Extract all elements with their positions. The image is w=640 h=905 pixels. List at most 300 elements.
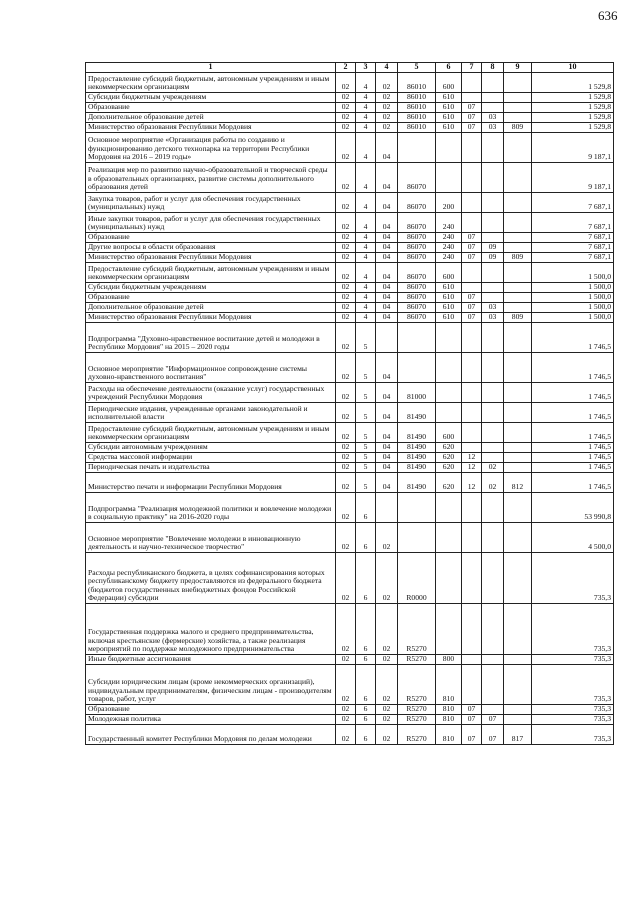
code-direction bbox=[398, 323, 436, 353]
code-activity bbox=[376, 493, 398, 523]
row-amount: 1 500,0 bbox=[532, 283, 614, 293]
row-amount: 1 529,8 bbox=[532, 73, 614, 93]
code-subprogram: 5 bbox=[356, 443, 376, 453]
code-direction: 86070 bbox=[398, 263, 436, 283]
code-section: 07 bbox=[462, 293, 482, 303]
code-direction: 81490 bbox=[398, 463, 436, 473]
code-section: 07 bbox=[462, 705, 482, 715]
code-expense-type: 810 bbox=[436, 665, 462, 705]
table-row bbox=[86, 715, 614, 725]
row-name: Расходы на обеспечение деятельности (оказание услуг) государственных учреждений Республики Мордовия bbox=[86, 383, 336, 403]
code-ministry bbox=[504, 193, 532, 213]
code-gp: 02 bbox=[336, 213, 356, 233]
code-section bbox=[462, 443, 482, 453]
code-gp: 02 bbox=[336, 604, 356, 655]
code-subprogram: 5 bbox=[356, 403, 376, 423]
row-amount: 735,3 bbox=[532, 604, 614, 655]
code-subprogram: 4 bbox=[356, 213, 376, 233]
row-amount: 1 529,8 bbox=[532, 123, 614, 133]
code-gp: 02 bbox=[336, 705, 356, 715]
code-subprogram: 4 bbox=[356, 313, 376, 323]
code-section bbox=[462, 604, 482, 655]
code-subsection: 09 bbox=[482, 243, 504, 253]
code-subsection bbox=[482, 604, 504, 655]
code-section bbox=[462, 523, 482, 553]
row-name: Периодическая печать и издательства bbox=[86, 463, 336, 473]
code-gp: 02 bbox=[336, 655, 356, 665]
row-amount: 1 529,8 bbox=[532, 93, 614, 103]
row-name: Предоставление субсидий бюджетным, автономным учреждениям и иным некоммерческим организациям bbox=[86, 73, 336, 93]
code-gp: 02 bbox=[336, 473, 356, 493]
row-amount: 735,3 bbox=[532, 705, 614, 715]
page-number: 636 bbox=[598, 8, 618, 23]
code-subprogram: 4 bbox=[356, 303, 376, 313]
row-name: Средства массовой информации bbox=[86, 453, 336, 463]
code-activity: 02 bbox=[376, 553, 398, 604]
column-header: 5 bbox=[398, 63, 436, 73]
row-name: Дополнительное образование детей bbox=[86, 113, 336, 123]
table-row bbox=[86, 553, 614, 604]
code-direction: R5270 bbox=[398, 604, 436, 655]
code-activity: 02 bbox=[376, 705, 398, 715]
code-direction: 86070 bbox=[398, 293, 436, 303]
code-ministry bbox=[504, 163, 532, 193]
code-subprogram: 4 bbox=[356, 263, 376, 283]
code-subprogram: 4 bbox=[356, 233, 376, 243]
code-ministry bbox=[504, 523, 532, 553]
code-activity: 04 bbox=[376, 403, 398, 423]
column-header: 10 bbox=[532, 63, 614, 73]
code-gp: 02 bbox=[336, 453, 356, 463]
code-direction: 86070 bbox=[398, 233, 436, 243]
code-section bbox=[462, 193, 482, 213]
code-section: 07 bbox=[462, 253, 482, 263]
table-header-row bbox=[86, 63, 614, 73]
row-amount: 1 746,5 bbox=[532, 383, 614, 403]
row-amount: 1 746,5 bbox=[532, 463, 614, 473]
code-direction: R0000 bbox=[398, 553, 436, 604]
code-expense-type: 600 bbox=[436, 73, 462, 93]
code-expense-type bbox=[436, 553, 462, 604]
code-ministry bbox=[504, 113, 532, 123]
row-amount: 1 746,5 bbox=[532, 403, 614, 423]
code-direction: 86010 bbox=[398, 113, 436, 123]
code-expense-type: 810 bbox=[436, 705, 462, 715]
row-amount: 735,3 bbox=[532, 665, 614, 705]
row-name: Министерство печати и информации Республики Мордовия bbox=[86, 473, 336, 493]
column-header: 6 bbox=[436, 63, 462, 73]
code-section: 07 bbox=[462, 123, 482, 133]
code-expense-type: 810 bbox=[436, 715, 462, 725]
code-subprogram: 4 bbox=[356, 123, 376, 133]
code-subprogram: 6 bbox=[356, 604, 376, 655]
row-name: Подпрограмма "Духовно-нравственное воспитание детей и молодежи в Республике Мордовия" на 2015 – 2020 годы bbox=[86, 323, 336, 353]
code-subsection bbox=[482, 403, 504, 423]
code-subsection: 03 bbox=[482, 113, 504, 123]
row-name: Министерство образования Республики Мордовия bbox=[86, 123, 336, 133]
row-name: Министерство образования Республики Мордовия bbox=[86, 313, 336, 323]
row-amount: 735,3 bbox=[532, 715, 614, 725]
code-subprogram: 4 bbox=[356, 73, 376, 93]
row-name: Иные закупки товаров, работ и услуг для обеспечения государственных (муниципальных) нужд bbox=[86, 213, 336, 233]
code-gp: 02 bbox=[336, 103, 356, 113]
code-section bbox=[462, 383, 482, 403]
code-direction: 86070 bbox=[398, 303, 436, 313]
code-expense-type bbox=[436, 163, 462, 193]
table-row bbox=[86, 193, 614, 213]
code-activity: 04 bbox=[376, 313, 398, 323]
column-header: 3 bbox=[356, 63, 376, 73]
table-row bbox=[86, 113, 614, 123]
code-direction: 86070 bbox=[398, 313, 436, 323]
column-header: 7 bbox=[462, 63, 482, 73]
code-subprogram: 5 bbox=[356, 323, 376, 353]
code-expense-type: 610 bbox=[436, 293, 462, 303]
code-direction: 86070 bbox=[398, 253, 436, 263]
code-subsection bbox=[482, 523, 504, 553]
code-subsection bbox=[482, 163, 504, 193]
code-expense-type bbox=[436, 604, 462, 655]
code-direction: 86010 bbox=[398, 93, 436, 103]
code-subprogram: 5 bbox=[356, 423, 376, 443]
code-expense-type bbox=[436, 353, 462, 383]
code-gp: 02 bbox=[336, 243, 356, 253]
row-amount: 1 529,8 bbox=[532, 103, 614, 113]
row-amount: 1 746,5 bbox=[532, 353, 614, 383]
code-section bbox=[462, 263, 482, 283]
row-amount: 4 500,0 bbox=[532, 523, 614, 553]
row-name: Субсидии юридическим лицам (кроме некоммерческих организаций), индивидуальным предпринимателям, физическим лицам - производителям товаров, работ, услуг bbox=[86, 665, 336, 705]
code-ministry bbox=[504, 705, 532, 715]
code-subsection: 03 bbox=[482, 123, 504, 133]
code-expense-type: 240 bbox=[436, 243, 462, 253]
code-gp: 02 bbox=[336, 353, 356, 383]
code-ministry bbox=[504, 233, 532, 243]
code-direction: R5270 bbox=[398, 725, 436, 745]
code-subprogram: 4 bbox=[356, 193, 376, 213]
code-subprogram: 4 bbox=[356, 243, 376, 253]
code-gp: 02 bbox=[336, 423, 356, 443]
code-section bbox=[462, 655, 482, 665]
code-activity: 02 bbox=[376, 725, 398, 745]
code-activity bbox=[376, 323, 398, 353]
code-direction: 81490 bbox=[398, 473, 436, 493]
code-gp: 02 bbox=[336, 313, 356, 323]
code-activity: 02 bbox=[376, 103, 398, 113]
code-ministry: 809 bbox=[504, 253, 532, 263]
table-row bbox=[86, 493, 614, 523]
table-body bbox=[86, 73, 614, 745]
code-ministry bbox=[504, 293, 532, 303]
code-expense-type: 610 bbox=[436, 103, 462, 113]
code-subprogram: 6 bbox=[356, 523, 376, 553]
code-section: 07 bbox=[462, 303, 482, 313]
code-subsection bbox=[482, 493, 504, 523]
code-subsection bbox=[482, 553, 504, 604]
code-subsection bbox=[482, 353, 504, 383]
column-header: 8 bbox=[482, 63, 504, 73]
code-section bbox=[462, 93, 482, 103]
code-gp: 02 bbox=[336, 323, 356, 353]
code-expense-type: 200 bbox=[436, 193, 462, 213]
table-row bbox=[86, 403, 614, 423]
code-section bbox=[462, 133, 482, 163]
table-row bbox=[86, 293, 614, 303]
code-subsection bbox=[482, 103, 504, 113]
row-name: Образование bbox=[86, 233, 336, 243]
row-name: Государственный комитет Республики Мордовия по делам молодежи bbox=[86, 725, 336, 745]
code-activity: 04 bbox=[376, 453, 398, 463]
row-amount: 1 746,5 bbox=[532, 323, 614, 353]
row-name: Иные бюджетные ассигнования bbox=[86, 655, 336, 665]
row-amount: 735,3 bbox=[532, 725, 614, 745]
row-name: Предоставление субсидий бюджетным, автономным учреждениям и иным некоммерческим организациям bbox=[86, 263, 336, 283]
code-subsection: 03 bbox=[482, 303, 504, 313]
code-section bbox=[462, 73, 482, 93]
code-subprogram: 5 bbox=[356, 473, 376, 493]
code-expense-type: 620 bbox=[436, 453, 462, 463]
code-direction: 81490 bbox=[398, 423, 436, 443]
code-expense-type: 240 bbox=[436, 233, 462, 243]
code-ministry bbox=[504, 383, 532, 403]
code-subprogram: 4 bbox=[356, 93, 376, 103]
code-direction: 86010 bbox=[398, 103, 436, 113]
code-ministry bbox=[504, 103, 532, 113]
code-direction: R5270 bbox=[398, 665, 436, 705]
code-section: 07 bbox=[462, 313, 482, 323]
row-name: Субсидии бюджетным учреждениям bbox=[86, 283, 336, 293]
code-activity: 04 bbox=[376, 263, 398, 283]
code-gp: 02 bbox=[336, 133, 356, 163]
row-amount: 1 500,0 bbox=[532, 263, 614, 283]
code-gp: 02 bbox=[336, 253, 356, 263]
code-activity: 02 bbox=[376, 604, 398, 655]
code-subsection bbox=[482, 705, 504, 715]
column-header: 9 bbox=[504, 63, 532, 73]
code-section: 07 bbox=[462, 725, 482, 745]
code-expense-type bbox=[436, 493, 462, 523]
code-ministry bbox=[504, 655, 532, 665]
row-name: Образование bbox=[86, 705, 336, 715]
code-subsection bbox=[482, 443, 504, 453]
table-row bbox=[86, 523, 614, 553]
code-subprogram: 6 bbox=[356, 553, 376, 604]
code-gp: 02 bbox=[336, 93, 356, 103]
row-name: Другие вопросы в области образования bbox=[86, 243, 336, 253]
code-activity: 04 bbox=[376, 163, 398, 193]
column-header: 4 bbox=[376, 63, 398, 73]
code-ministry bbox=[504, 133, 532, 163]
row-amount: 1 500,0 bbox=[532, 293, 614, 303]
column-header: 1 bbox=[86, 63, 336, 73]
code-ministry bbox=[504, 553, 532, 604]
code-direction: R5270 bbox=[398, 655, 436, 665]
table-row bbox=[86, 463, 614, 473]
code-subsection: 02 bbox=[482, 463, 504, 473]
code-direction bbox=[398, 523, 436, 553]
code-subprogram: 4 bbox=[356, 103, 376, 113]
code-activity: 04 bbox=[376, 253, 398, 263]
code-gp: 02 bbox=[336, 113, 356, 123]
code-direction: 81490 bbox=[398, 453, 436, 463]
code-expense-type: 610 bbox=[436, 123, 462, 133]
code-section: 07 bbox=[462, 233, 482, 243]
code-subprogram: 6 bbox=[356, 705, 376, 715]
code-subprogram: 5 bbox=[356, 383, 376, 403]
code-direction: 86070 bbox=[398, 283, 436, 293]
code-activity: 02 bbox=[376, 523, 398, 553]
code-activity: 04 bbox=[376, 213, 398, 233]
code-ministry bbox=[504, 93, 532, 103]
row-name: Министерство образования Республики Мордовия bbox=[86, 253, 336, 263]
code-expense-type: 620 bbox=[436, 443, 462, 453]
code-activity: 04 bbox=[376, 293, 398, 303]
code-gp: 02 bbox=[336, 263, 356, 283]
code-section bbox=[462, 323, 482, 353]
table-row bbox=[86, 604, 614, 655]
code-subsection bbox=[482, 233, 504, 243]
code-expense-type: 240 bbox=[436, 213, 462, 233]
code-subsection bbox=[482, 73, 504, 93]
code-direction: R5270 bbox=[398, 715, 436, 725]
code-direction: 81490 bbox=[398, 443, 436, 453]
code-ministry bbox=[504, 353, 532, 383]
row-amount: 9 187,1 bbox=[532, 163, 614, 193]
code-subprogram: 6 bbox=[356, 665, 376, 705]
code-activity: 04 bbox=[376, 193, 398, 213]
code-expense-type: 610 bbox=[436, 93, 462, 103]
code-ministry bbox=[504, 665, 532, 705]
table-row bbox=[86, 73, 614, 93]
code-ministry bbox=[504, 443, 532, 453]
code-ministry bbox=[504, 263, 532, 283]
code-gp: 02 bbox=[336, 523, 356, 553]
code-subsection: 03 bbox=[482, 313, 504, 323]
row-name: Закупка товаров, работ и услуг для обеспечения государственных (муниципальных) нужд bbox=[86, 193, 336, 213]
code-subprogram: 4 bbox=[356, 133, 376, 163]
code-expense-type: 610 bbox=[436, 313, 462, 323]
row-name: Реализация мер по развитию научно-образовательной и творческой среды в образовательных организациях, развитие системы дополнительного образования детей bbox=[86, 163, 336, 193]
code-direction: 86010 bbox=[398, 73, 436, 93]
code-gp: 02 bbox=[336, 73, 356, 93]
budget-table bbox=[85, 62, 614, 745]
row-amount: 1 746,5 bbox=[532, 443, 614, 453]
table-row bbox=[86, 473, 614, 493]
code-activity: 02 bbox=[376, 655, 398, 665]
code-expense-type: 600 bbox=[436, 423, 462, 443]
row-amount: 1 500,0 bbox=[532, 313, 614, 323]
code-expense-type: 600 bbox=[436, 263, 462, 283]
code-section bbox=[462, 163, 482, 193]
code-section bbox=[462, 493, 482, 523]
code-activity: 02 bbox=[376, 73, 398, 93]
table-row bbox=[86, 213, 614, 233]
code-gp: 02 bbox=[336, 303, 356, 313]
code-activity: 02 bbox=[376, 123, 398, 133]
code-activity: 04 bbox=[376, 303, 398, 313]
code-expense-type: 610 bbox=[436, 303, 462, 313]
code-expense-type bbox=[436, 523, 462, 553]
row-name: Субсидии бюджетным учреждениям bbox=[86, 93, 336, 103]
code-activity: 04 bbox=[376, 443, 398, 453]
row-amount: 53 990,8 bbox=[532, 493, 614, 523]
table-row bbox=[86, 353, 614, 383]
code-subsection bbox=[482, 665, 504, 705]
code-subsection bbox=[482, 93, 504, 103]
code-subprogram: 4 bbox=[356, 283, 376, 293]
row-name: Молодежная политика bbox=[86, 715, 336, 725]
row-name: Расходы республиканского бюджета, в целях софинансирования которых республиканскому бюджету предоставляются из федерального бюджета (бюджетов государственных внебюджетных фондов Российской Федерации) субсидии bbox=[86, 553, 336, 604]
code-subprogram: 5 bbox=[356, 453, 376, 463]
table-row bbox=[86, 323, 614, 353]
code-section bbox=[462, 423, 482, 443]
code-subprogram: 6 bbox=[356, 725, 376, 745]
row-amount: 1 500,0 bbox=[532, 303, 614, 313]
code-gp: 02 bbox=[336, 443, 356, 453]
code-subsection bbox=[482, 283, 504, 293]
code-section: 07 bbox=[462, 715, 482, 725]
code-subsection bbox=[482, 423, 504, 443]
code-subsection bbox=[482, 383, 504, 403]
code-expense-type: 240 bbox=[436, 253, 462, 263]
code-ministry bbox=[504, 243, 532, 253]
table-row bbox=[86, 665, 614, 705]
code-direction: R5270 bbox=[398, 705, 436, 715]
code-expense-type: 810 bbox=[436, 725, 462, 745]
code-gp: 02 bbox=[336, 725, 356, 745]
code-gp: 02 bbox=[336, 283, 356, 293]
code-ministry bbox=[504, 715, 532, 725]
row-name: Основное мероприятие "Информационное сопровождение системы духовно-нравственного воспитания" bbox=[86, 353, 336, 383]
row-amount: 1 746,5 bbox=[532, 453, 614, 463]
code-activity: 04 bbox=[376, 243, 398, 253]
code-subsection: 02 bbox=[482, 473, 504, 493]
code-ministry bbox=[504, 463, 532, 473]
table-row bbox=[86, 453, 614, 463]
code-gp: 02 bbox=[336, 293, 356, 303]
code-expense-type bbox=[436, 403, 462, 423]
code-gp: 02 bbox=[336, 193, 356, 213]
code-ministry bbox=[504, 303, 532, 313]
table-row bbox=[86, 263, 614, 283]
code-subprogram: 6 bbox=[356, 715, 376, 725]
code-ministry bbox=[504, 604, 532, 655]
table-row bbox=[86, 725, 614, 745]
code-gp: 02 bbox=[336, 715, 356, 725]
code-expense-type: 800 bbox=[436, 655, 462, 665]
code-section bbox=[462, 665, 482, 705]
code-subprogram: 6 bbox=[356, 655, 376, 665]
code-gp: 02 bbox=[336, 665, 356, 705]
code-subsection: 09 bbox=[482, 253, 504, 263]
code-expense-type: 610 bbox=[436, 283, 462, 293]
code-activity: 04 bbox=[376, 133, 398, 163]
code-expense-type bbox=[436, 383, 462, 403]
table-row bbox=[86, 303, 614, 313]
row-amount: 1 529,8 bbox=[532, 113, 614, 123]
code-activity: 02 bbox=[376, 93, 398, 103]
row-name: Образование bbox=[86, 293, 336, 303]
code-ministry: 817 bbox=[504, 725, 532, 745]
code-activity: 04 bbox=[376, 383, 398, 403]
code-section bbox=[462, 353, 482, 383]
code-expense-type: 620 bbox=[436, 463, 462, 473]
code-subprogram: 4 bbox=[356, 253, 376, 263]
row-amount: 7 687,1 bbox=[532, 233, 614, 243]
code-section: 12 bbox=[462, 453, 482, 463]
code-ministry bbox=[504, 73, 532, 93]
code-direction: 86010 bbox=[398, 123, 436, 133]
